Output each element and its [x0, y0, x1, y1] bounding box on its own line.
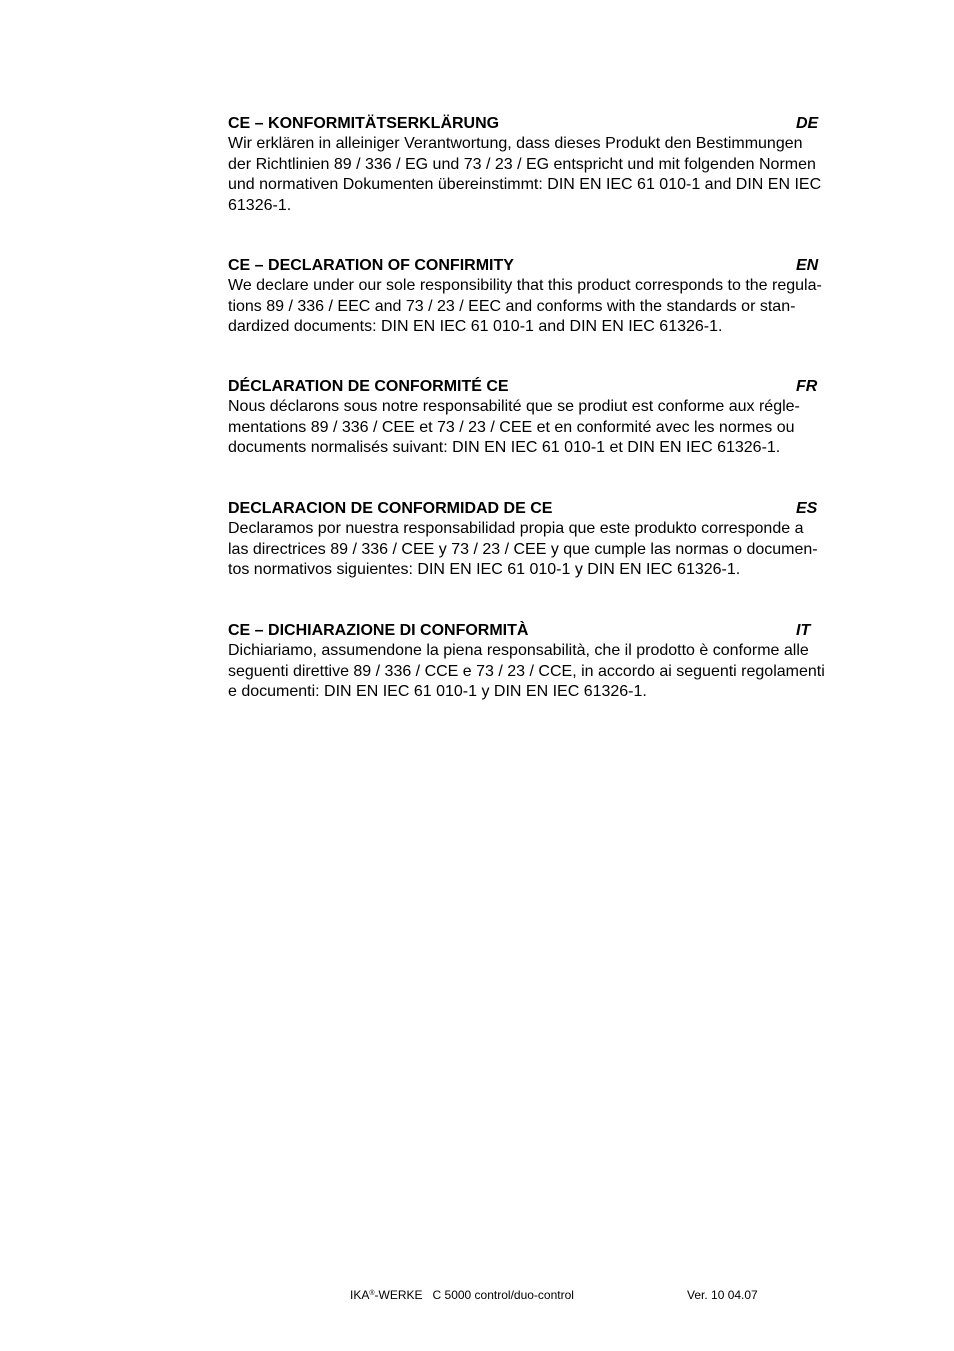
- body-line: der Richtlinien 89 / 336 / EG und 73 / 23 / EG entspricht und mit folgenden Normen: [228, 155, 816, 173]
- language-code: DE: [796, 115, 819, 132]
- section-heading: [228, 621, 888, 641]
- language-code: ES: [796, 500, 818, 517]
- footer-brand-suffix: -WERKE: [374, 1288, 423, 1302]
- body-line: Wir erklären in alleiniger Verantwortung, dass dieses Produkt den Bestimmungen: [228, 135, 803, 152]
- declaration-it: [228, 621, 888, 703]
- language-code: FR: [796, 378, 818, 395]
- body-line: We declare under our sole responsibility that this product corresponds to the regula-: [228, 277, 822, 294]
- section-body: [228, 519, 888, 581]
- declaration-es: [228, 499, 888, 581]
- section-body: [228, 641, 888, 703]
- body-line: Dichiariamo, assumendone la piena responsabilità, che il prodotto è conforme alle: [228, 642, 809, 659]
- body-line: Declaramos por nuestra responsabilidad propia que este produkto corresponde a: [228, 520, 804, 537]
- footer-brand-model: [350, 1288, 574, 1302]
- section-heading: [228, 256, 888, 276]
- declaration-fr: [228, 377, 888, 459]
- section-title: DÉCLARATION DE CONFORMITÉ CE: [228, 378, 509, 395]
- body-line: und normativen Dokumenten übereinstimmt: DIN EN IEC 61 010-1 and DIN EN IEC: [228, 176, 822, 193]
- section-heading: [228, 499, 888, 519]
- footer-version: Ver. 10 04.07: [687, 1288, 758, 1302]
- footer-model: C 5000 control/duo-control: [432, 1288, 574, 1302]
- body-line: Nous déclarons sous notre responsabilité que se prodiut est conforme aux régle-: [228, 398, 800, 415]
- section-title: CE – KONFORMITÄTSERKLÄRUNG: [228, 115, 500, 132]
- section-heading: [228, 377, 888, 397]
- body-line: las directrices 89 / 336 / CEE y 73 / 23 / CEE y que cumple las normas o documen-: [228, 540, 818, 558]
- section-title: CE – DICHIARAZIONE DI CONFORMITÀ: [228, 622, 529, 639]
- body-line: e documenti: DIN EN IEC 61 010-1 y DIN EN IEC 61326-1.: [228, 683, 647, 700]
- footer-brand: IKA: [350, 1288, 370, 1302]
- body-line: dardized documents: DIN EN IEC 61 010-1 and DIN EN IEC 61326-1.: [228, 318, 723, 335]
- section-title: CE – DECLARATION OF CONFIRMITY: [228, 257, 514, 274]
- body-line: documents normalisés suivant: DIN EN IEC 61 010-1 et DIN EN IEC 61326-1.: [228, 439, 781, 456]
- section-heading: [228, 114, 888, 134]
- body-line: 61326-1.: [228, 196, 292, 214]
- section-title: DECLARACION DE CONFORMIDAD DE CE: [228, 500, 553, 517]
- body-line: tos normativos siguientes: DIN EN IEC 61 010-1 y DIN EN IEC 61326-1.: [228, 561, 741, 578]
- section-body: [228, 276, 888, 338]
- section-body: [228, 134, 888, 216]
- body-line: mentations 89 / 336 / CEE et 73 / 23 / CEE et en conformité avec les normes ou: [228, 418, 795, 436]
- registered-mark: ®: [369, 1290, 375, 1297]
- declaration-en: [228, 256, 888, 338]
- language-code: IT: [796, 622, 811, 639]
- declaration-de: [228, 114, 888, 216]
- section-body: [228, 397, 888, 459]
- body-line: seguenti direttive 89 / 336 / CCE e 73 / 23 / CCE, in accordo ai seguenti regolamenti: [228, 662, 825, 680]
- language-code: EN: [796, 257, 819, 274]
- body-line: tions 89 / 336 / EEC and 73 / 23 / EEC and conforms with the standards or stan-: [228, 297, 796, 315]
